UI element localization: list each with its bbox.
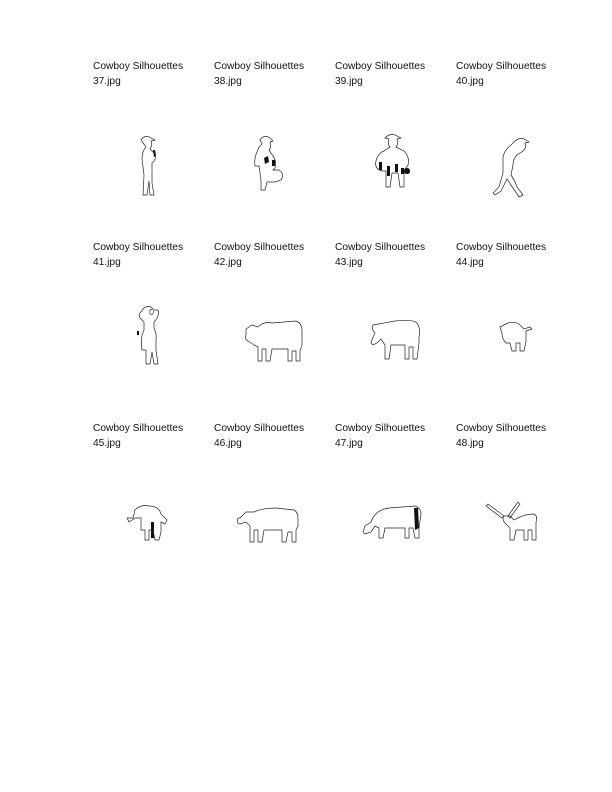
thumbnail-item[interactable] xyxy=(335,241,453,411)
thumbnail-item[interactable] xyxy=(456,422,574,592)
thumbnail-item[interactable] xyxy=(456,241,574,411)
thumbnail-item[interactable] xyxy=(93,60,211,230)
thumbnail-filename: 37.jpg xyxy=(93,75,121,87)
thumbnail-title: Cowboy Silhouettes xyxy=(93,423,184,434)
thumbnail-caption xyxy=(335,241,425,270)
thumbnail-title: Cowboy Silhouettes xyxy=(335,242,426,253)
thumbnail-title: Cowboy Silhouettes xyxy=(214,423,305,434)
cowboy-with-saddle-silhouette-icon xyxy=(214,104,332,204)
thumbnail-title: Cowboy Silhouettes xyxy=(93,61,184,72)
bull-standing-silhouette-icon xyxy=(214,285,332,385)
cow-rear-view-silhouette-icon xyxy=(93,466,211,566)
thumbnail-filename: 45.jpg xyxy=(93,437,121,449)
thumbnail-filename: 42.jpg xyxy=(214,256,242,268)
thumbnail-title: Cowboy Silhouettes xyxy=(335,423,426,434)
thumbnail-item[interactable] xyxy=(335,422,453,592)
thumbnail-caption xyxy=(93,241,183,270)
thumbnail-item[interactable] xyxy=(335,60,453,230)
thumbnail-item[interactable] xyxy=(214,422,332,592)
thumbnail-title: Cowboy Silhouettes xyxy=(456,242,547,253)
thumbnail-filename: 44.jpg xyxy=(456,256,484,268)
thumbnail-filename: 39.jpg xyxy=(335,75,363,87)
thumbnail-caption xyxy=(335,60,425,89)
thumbnail-caption xyxy=(456,241,546,270)
thumbnail-caption xyxy=(456,60,546,89)
cow-standing-silhouette-icon xyxy=(214,466,332,566)
thumbnail-filename: 43.jpg xyxy=(335,256,363,268)
thumbnail-title: Cowboy Silhouettes xyxy=(214,61,305,72)
thumbnail-title: Cowboy Silhouettes xyxy=(456,423,547,434)
thumbnail-item[interactable] xyxy=(93,241,211,411)
thumbnail-caption xyxy=(214,422,304,451)
thumbnail-item[interactable] xyxy=(214,60,332,230)
thumbnail-caption xyxy=(214,60,304,89)
thumbnail-title: Cowboy Silhouettes xyxy=(335,61,426,72)
cow-grazing-silhouette-icon xyxy=(335,285,453,385)
thumbnail-caption xyxy=(93,422,183,451)
thumbnail-caption xyxy=(456,422,546,451)
cow-grazing-side-silhouette-icon xyxy=(335,466,453,566)
thumbnail-filename: 38.jpg xyxy=(214,75,242,87)
cowboy-with-horse-tack-silhouette-icon xyxy=(335,104,453,204)
cow-front-view-silhouette-icon xyxy=(456,285,574,385)
thumbnail-caption xyxy=(214,241,304,270)
thumbnail-filename: 48.jpg xyxy=(456,437,484,449)
thumbnail-title: Cowboy Silhouettes xyxy=(93,242,184,253)
thumbnail-item[interactable] xyxy=(456,60,574,230)
thumbnail-caption xyxy=(93,60,183,89)
thumbnail-filename: 40.jpg xyxy=(456,75,484,87)
cowboy-waving-hat-silhouette-icon xyxy=(93,285,211,385)
thumbnail-filename: 46.jpg xyxy=(214,437,242,449)
cowboy-standing-silhouette-icon xyxy=(93,104,211,204)
longhorn-steer-silhouette-icon xyxy=(456,466,574,566)
cowboy-walking-silhouette-icon xyxy=(456,104,574,204)
thumbnail-item[interactable] xyxy=(93,422,211,592)
thumbnail-caption xyxy=(335,422,425,451)
thumbnail-title: Cowboy Silhouettes xyxy=(214,242,305,253)
thumbnail-title: Cowboy Silhouettes xyxy=(456,61,547,72)
thumbnail-item[interactable] xyxy=(214,241,332,411)
thumbnail-filename: 47.jpg xyxy=(335,437,363,449)
thumbnail-filename: 41.jpg xyxy=(93,256,121,268)
